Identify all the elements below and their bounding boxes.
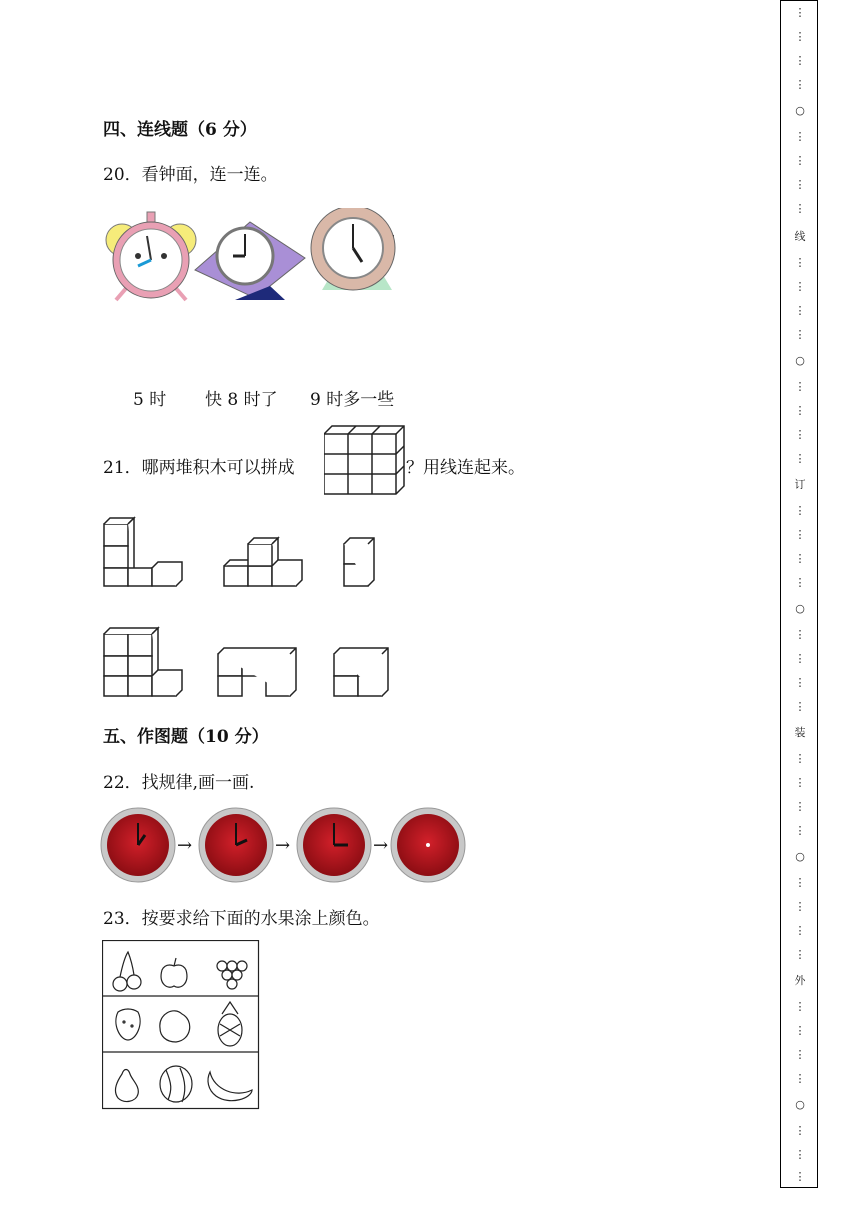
q21-target-blocks [324, 424, 406, 496]
q23-fruit-table [102, 940, 260, 1110]
q21-blocks-row-2 [100, 624, 390, 700]
diamond-clock-icon [195, 222, 305, 300]
q20-option-2: 快 8 时了 [205, 390, 278, 410]
clock-icon [101, 808, 175, 882]
svg-text:→: → [177, 835, 193, 856]
svg-text:→: → [275, 835, 291, 856]
question-22: 22．找规律,画一画. [103, 773, 255, 793]
q21-blocks-row-1 [100, 512, 390, 588]
clock-icon [199, 808, 273, 882]
margin-label-xian: 线 [794, 230, 806, 243]
binding-margin-strip: ⋮ ⋮ ⋮ ⋮ ○ ⋮ ⋮ ⋮ ⋮ 线 ⋮ ⋮ ⋮ ⋮ ○ ⋮ ⋮ ⋮ ⋮ 订 ⋮ ⋮ ⋮ ⋮ ○ ⋮ ⋮ ⋮ ⋮ 装 ⋮ ⋮ ⋮ ⋮ ○ ⋮ ⋮ ⋮ ⋮ 外 ⋮ ⋮ ⋮ ⋮ ○ ⋮ ⋮ ⋮ [780, 0, 818, 1188]
question-23: 23．按要求给下面的水果涂上颜色。 [103, 909, 380, 929]
q20-option-1: 5 时 [133, 390, 167, 410]
margin-label-zhuang: 装 [794, 726, 806, 739]
q20-clocks [100, 208, 410, 308]
clock-icon [391, 808, 465, 882]
circle-mark-icon: ○ [795, 850, 805, 863]
section5-title: 五、作图题（10 分） [103, 727, 269, 747]
circle-mark-icon: ○ [795, 1098, 805, 1111]
round-clock-icon [311, 208, 395, 290]
svg-text:→: → [373, 835, 389, 856]
circle-mark-icon: ○ [795, 354, 805, 367]
question-21-prefix: 21．哪两堆积木可以拼成 [103, 458, 295, 478]
section4-title: 四、连线题（6 分） [103, 120, 257, 140]
margin-label-wai: 外 [794, 974, 806, 987]
clock-icon [297, 808, 371, 882]
circle-mark-icon: ○ [795, 104, 805, 117]
margin-label-ding: 订 [794, 478, 806, 491]
q22-clock-sequence [100, 806, 470, 886]
alarm-clock-icon [106, 212, 196, 300]
question-21-suffix: ？用线连起来。 [406, 458, 525, 478]
q20-option-3: 9 时多一些 [310, 390, 395, 410]
circle-mark-icon: ○ [795, 602, 805, 615]
question-20: 20．看钟面，连一连。 [103, 165, 278, 185]
